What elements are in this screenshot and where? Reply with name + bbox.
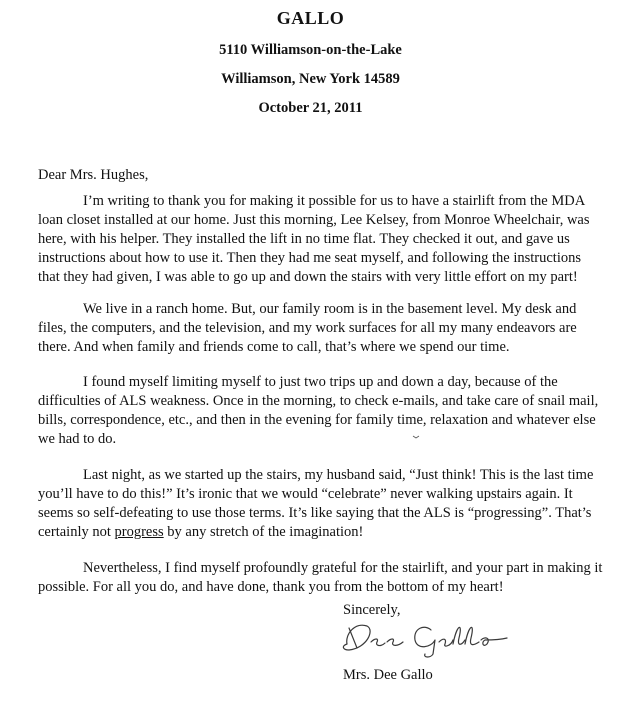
scan-mark — [412, 434, 420, 440]
paragraph-line: Nevertheless, I find myself profoundly grateful for the stairlift, and your part in making it — [83, 560, 603, 576]
letterhead-address-line2: Williamson, New York 14589 — [221, 71, 400, 87]
paragraph-line: instructions about how to use it. Then they had me seat myself, and following the instructions — [38, 250, 581, 266]
paragraph-line: difficulties of ALS weakness. Once in the morning, to check e-mails, and take care of snail mail, — [38, 393, 599, 409]
paragraph-line: here, with his helper. They installed the lift in no time flat. They checked it out, and gave us — [38, 231, 570, 247]
paragraph-line-with-underline — [38, 523, 608, 542]
underlined-word: progress — [114, 524, 164, 540]
handwritten-signature — [335, 614, 515, 660]
letter-date: October 21, 2011 — [258, 100, 363, 116]
paragraph-line: we had to do. — [38, 431, 117, 447]
paragraph-line: bills, correspondence, etc., and then in the evening for family time, relaxation and whatever else — [38, 412, 596, 428]
letterhead-name: GALLO — [276, 8, 345, 28]
paragraph-1 — [38, 192, 608, 287]
paragraph-line: there. And when family and friends come to call, that’s where we spend our time. — [38, 339, 510, 355]
letterhead-address-line1: 5110 Williamson-on-the-Lake — [219, 42, 402, 58]
salutation: Dear Mrs. Hughes, — [38, 167, 149, 183]
line-text: certainly not — [38, 524, 115, 540]
line-text: by any stretch of the imagination! — [163, 524, 364, 540]
paragraph-line: files, the computers, and the television, and my work surfaces for all my many endeavors are — [38, 320, 577, 336]
paragraph-line: that they had given, I was able to go up and down the stairs with very little effort on my part! — [38, 269, 578, 285]
paragraph-2 — [38, 300, 608, 357]
paragraph-line: We live in a ranch home. But, our family room is in the basement level. My desk and — [83, 301, 577, 317]
paragraph-5 — [38, 559, 608, 597]
closing: Sincerely, — [343, 602, 401, 618]
paragraph-line: seems so self-defeating to use those terms. It’s like saying that the ALS is “progressing”. That’s — [38, 505, 592, 521]
paragraph-line: loan closet installed at our home. Just this morning, Lee Kelsey, from Monroe Wheelchair, was — [38, 212, 590, 228]
paragraph-line: you’ll have to do this!” It’s ironic that we would “celebrate” never walking upstairs again. It — [38, 486, 573, 502]
paragraph-4 — [38, 466, 608, 542]
paragraph-line: Last night, as we started up the stairs, my husband said, “Just think! This is the last time — [83, 467, 594, 483]
paragraph-3 — [38, 373, 608, 449]
paragraph-line: possible. For all you do, and have done, thank you from the bottom of my heart! — [38, 579, 504, 595]
paragraph-line: I found myself limiting myself to just two trips up and down a day, because of the — [83, 374, 558, 390]
paragraph-line: I’m writing to thank you for making it possible for us to have a stairlift from the MDA — [83, 193, 586, 209]
letterhead — [0, 8, 621, 116]
signer-name: Mrs. Dee Gallo — [343, 667, 433, 683]
